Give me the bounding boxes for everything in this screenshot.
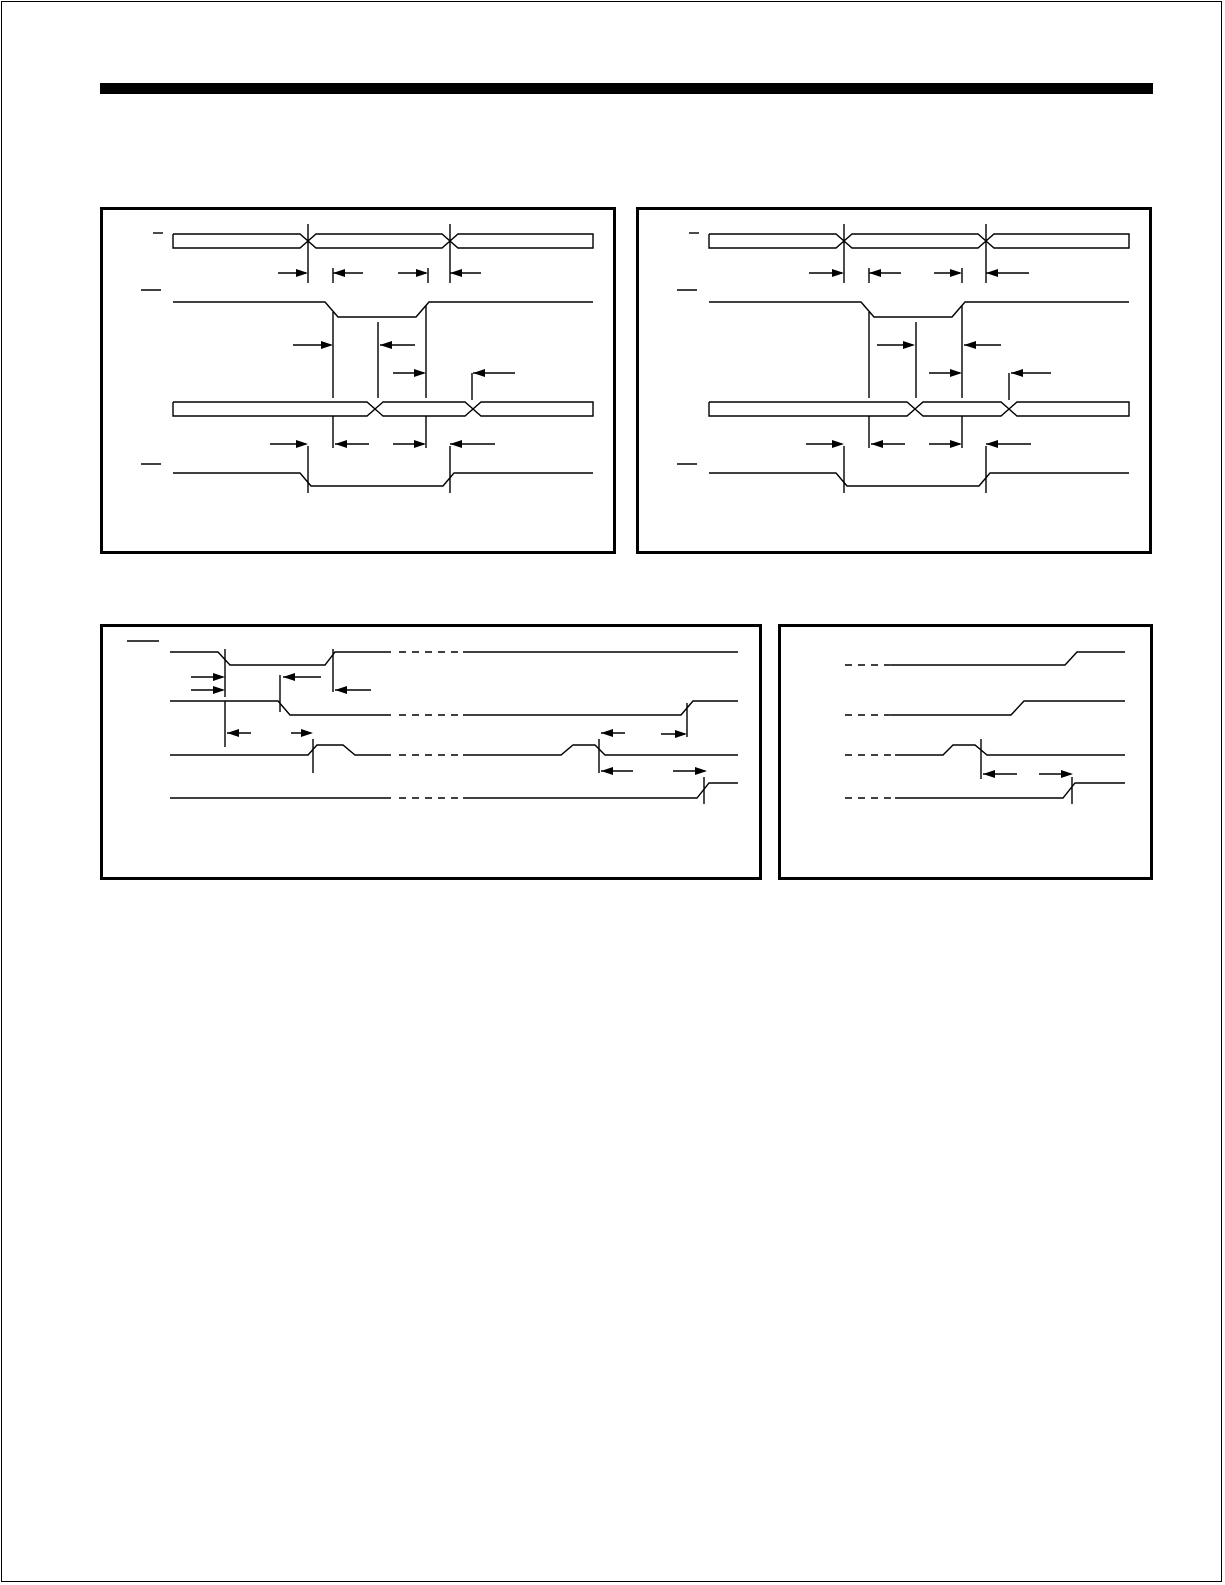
bus-signal-1 [709,234,844,248]
signal-row-2 [891,701,1125,715]
arrow-head [601,767,613,775]
signal-row-4-cont [463,783,738,798]
arrow-head [601,729,613,737]
timing-diagram-1 [100,207,616,554]
arrow-head [416,269,428,277]
bus-signal-1b [308,234,450,248]
bus-signal-3b [915,402,1009,416]
timing-diagram-2 [636,207,1152,554]
arrow-head [283,673,295,681]
bus-signal-3 [709,402,915,416]
header-rule [100,83,1153,94]
arrow-head [986,440,998,448]
arrow-head [964,341,976,349]
arrow-head [380,341,392,349]
timing-diagram-4 [778,624,1153,880]
signal-2 [709,302,1129,317]
bus-signal-1b [844,234,986,248]
arrow-head [473,369,485,377]
arrow-head [871,440,883,448]
arrow-head [335,440,347,448]
datasheet-page [1,1,1222,1582]
arrow-head [832,269,844,277]
timing-diagram-1-drawing [103,210,613,551]
arrow-head [832,440,844,448]
arrow-head [950,440,962,448]
arrow-head [335,686,347,694]
arrow-head [213,686,225,694]
arrow-head [950,269,962,277]
arrow-head [1061,770,1073,778]
arrow-head [986,269,998,277]
signal-2 [173,302,593,317]
arrow-head [321,341,333,349]
bus-signal-3b [375,402,473,416]
arrow-head [1011,369,1023,377]
bus-signal-1c [986,234,1129,248]
arrow-head [450,440,462,448]
arrow-head [903,341,915,349]
arrow-head [227,729,239,737]
arrow-head [301,729,313,737]
timing-diagram-2-drawing [639,210,1149,551]
arrow-head [950,369,962,377]
signal-row-2-cont [463,701,738,715]
signal-4 [709,473,1129,486]
timing-diagram-4-drawing [781,627,1150,877]
signal-row-1 [170,652,391,665]
arrow-head [296,269,308,277]
arrow-head [869,269,881,277]
arrow-head [414,369,426,377]
arrow-head [695,767,707,775]
arrow-head [333,269,345,277]
signal-row-3-cont [463,745,738,755]
arrow-head [213,673,225,681]
signal-row-4 [895,783,1125,798]
timing-diagram-3 [100,624,762,880]
bus-signal-3c [1009,402,1129,416]
arrow-head [675,730,687,738]
signal-row-3 [895,745,1125,755]
signal-row-3 [170,745,391,755]
signal-row-1 [891,652,1125,665]
signal-4 [173,473,593,486]
bus-signal-3 [173,402,375,416]
bus-signal-1 [173,234,308,248]
bus-signal-1c [450,234,593,248]
arrow-head [450,269,462,277]
arrow-head [414,440,426,448]
arrow-head [983,770,995,778]
arrow-head [296,440,308,448]
timing-diagram-3-drawing [103,627,759,877]
bus-signal-3c [473,402,593,416]
